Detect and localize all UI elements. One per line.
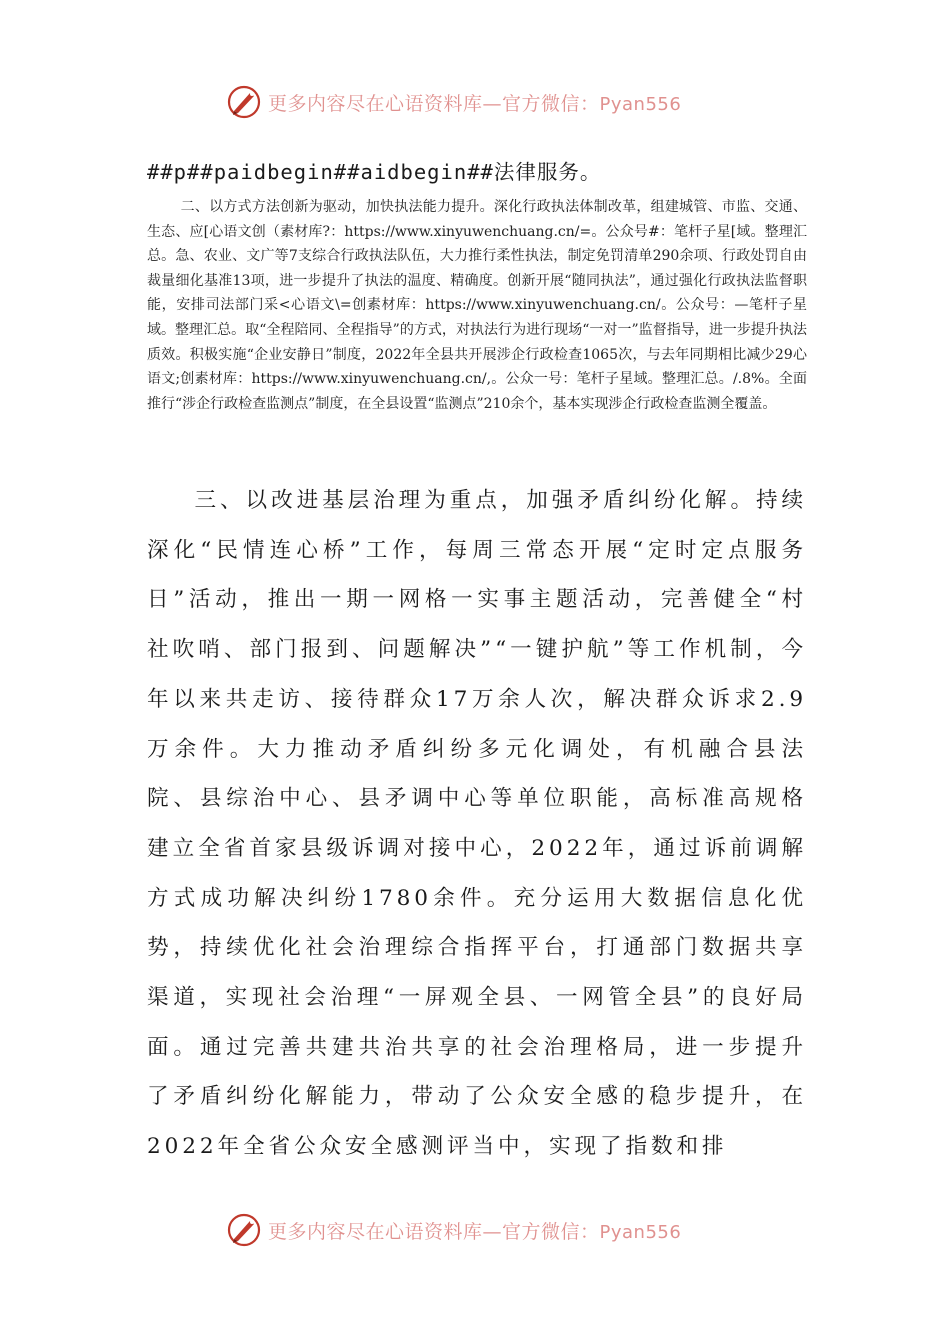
header-watermark-banner bbox=[226, 82, 681, 122]
paid-marker-line: ##p##paidbegin##aidbegin##法律服务。 bbox=[147, 160, 602, 184]
header-banner-label: 更多内容尽在心语资料库—官方微信： bbox=[268, 92, 600, 115]
header-banner-text bbox=[268, 89, 681, 116]
footer-wechat-id: Pyan556 bbox=[599, 1221, 682, 1243]
paragraph-2: 二、以方式方法创新为驱动，加快执法能力提升。深化行政执法体制改革，组建城管、市监、交通、生态、应[心语文创（素材库?：https://www.xinyuwenchuang.cn/=。公众号#：笔杆子星[域。整理汇总。急、农业、文广等7支综合行政执法队伍，大力推行柔性执法，制定免罚清单290余项、行政处罚自由裁量细化基准13项，进一步提升了执法的温度、精确度。创新开展“随同执法”，通过强化行政执法监督职能，安排司法部门采<心语文\=创素材库：https://www.xinyuwenchuang.cn/。公众号：—笔杆子星域。整理汇总。取“全程陪同、全程指导”的方式，对执法行为进行现场“一对一”监督指导，进一步提升执法质效。积极实施“企业安静日”制度，2022年全县共开展涉企行政检查1065次，与去年同期相比减少29心语文;创素材库：https://www.xinyuwenchuang.cn/,。公众一号：笔杆子星域。整理汇总。/.8%。全面推行“涉企行政检查监测点”制度，在全县设置“监测点”210余个，基本实现涉企行政检查监测全覆盖。 bbox=[147, 199, 807, 412]
footer-banner-text bbox=[268, 1217, 681, 1244]
pen-logo-icon bbox=[226, 1212, 262, 1248]
footer-watermark-banner bbox=[226, 1210, 681, 1250]
pen-logo-icon bbox=[226, 84, 262, 120]
paragraph-3: 三、以改进基层治理为重点，加强矛盾纠纷化解。持续深化“民情连心桥”工作，每周三常态开展“定时定点服务日”活动，推出一期一网格一实事主题活动，完善健全“村社吹哨、部门报到、问题解决”“一键护航”等工作机制，今年以来共走访、接待群众17万余人次，解决群众诉求2.9万余件。大力推动矛盾纠纷多元化调处，有机融合县法院、县综治中心、县矛调中心等单位职能，高标准高规格建立全省首家县级诉调对接中心，2022年，通过诉前调解方式成功解决纠纷1780余件。充分运用大数据信息化优势，持续优化社会治理综合指挥平台，打通部门数据共享渠道，实现社会治理“一屏观全县、一网管全县”的良好局面。通过完善共建共治共享的社会治理格局，进一步提升了矛盾纠纷化解能力，带动了公众安全感的稳步提升，在2022年全省公众安全感测评当中，实现了指数和排 bbox=[147, 488, 807, 1160]
header-wechat-id: Pyan556 bbox=[599, 93, 682, 115]
footer-banner-label: 更多内容尽在心语资料库—官方微信： bbox=[268, 1220, 600, 1243]
